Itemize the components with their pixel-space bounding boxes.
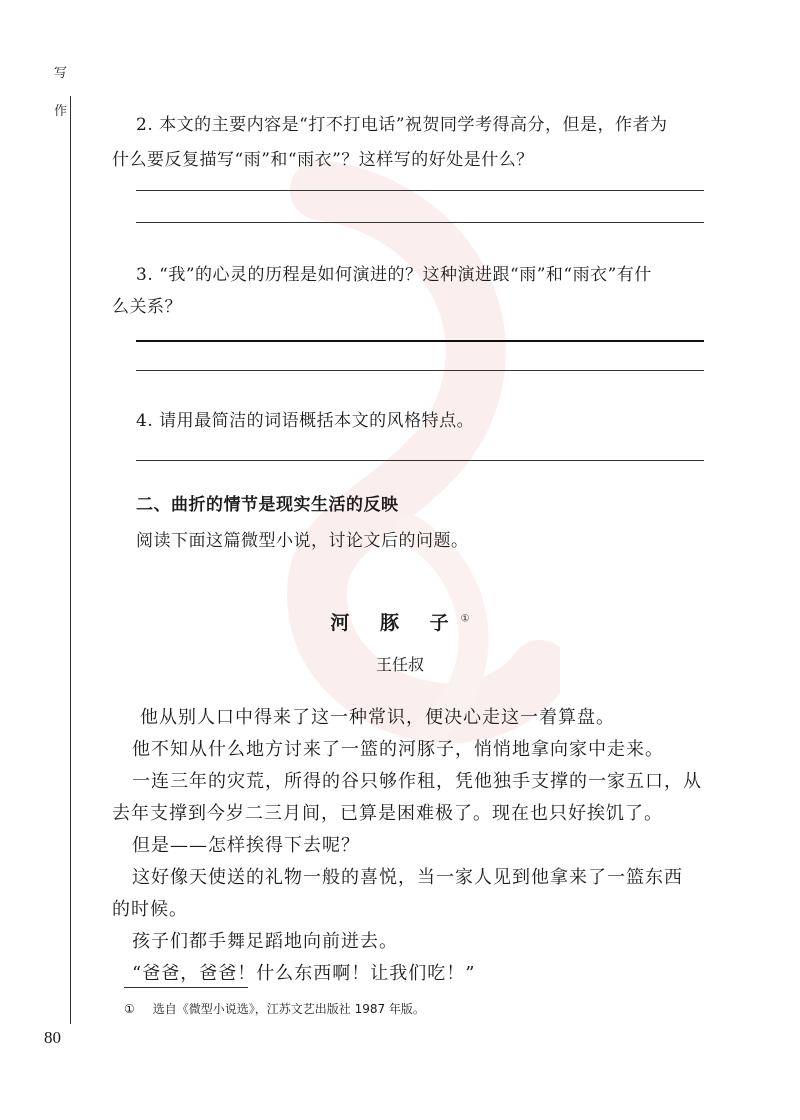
page-number: 80 [44,1028,61,1047]
answer-line[interactable] [136,370,704,371]
story-paragraph: 一连三年的灾荒，所得的谷只够作租，凭他独手支撑的一家五口，从 [132,771,702,792]
question-2-line-1: 2. 本文的主要内容是“打不打电话”祝贺同学考得高分，但是，作者为 [136,115,668,135]
answer-line[interactable] [136,460,704,461]
story-paragraph: 的时候。 [112,899,188,920]
footnote-text: 选自《微型小说选》，江苏文艺出版社 1987 年版。 [152,1002,425,1016]
footnote-reference[interactable]: ① [460,613,470,625]
story-paragraph: 他从别人口中得来了这一种常识，便决心走这一着算盘。 [140,707,615,728]
answer-line[interactable] [136,222,704,223]
sidebar-rule [70,96,71,1024]
question-3-line-2: 么关系？ [112,297,182,317]
footnote-mark: ① [124,1002,135,1016]
story-paragraph: 去年支撑到今岁二三月间，已算是困难极了。现在也只好挨饥了。 [112,803,663,824]
story-title [0,608,800,635]
sidebar-label-xie: 写 [54,66,68,81]
section-instruction: 阅读下面这篇微型小说，讨论文后的问题。 [136,531,469,551]
story-author: 王任叔 [375,655,424,674]
story-paragraph: 但是——怎样挨得下去呢？ [132,835,360,856]
story-title-text: 河 豚 子 [330,612,461,634]
footnote [124,1000,425,1017]
sidebar-label-zuo: 作 [54,104,68,119]
question-3-line-1: 3. “我”的心灵的历程是如何演进的？这种演进跟“雨”和“雨衣”有什 [136,265,652,285]
story-paragraph: “爸爸，爸爸！什么东西啊！让我们吃！” [132,963,476,984]
section-heading: 二、曲折的情节是现实生活的反映 [136,495,399,515]
question-2-line-2: 什么要反复描写“雨”和“雨衣”？这样写的好处是什么？ [112,150,534,170]
story-paragraph: 他不知从什么地方讨来了一篮的河豚子，悄悄地拿向家中走来。 [132,739,664,760]
question-4-line-1: 4. 请用最简洁的词语概括本文的风格特点。 [136,411,475,431]
story-paragraph: 这好像天使送的礼物一般的喜悦，当一家人见到他拿来了一篮东西 [132,867,683,888]
story-paragraph: 孩子们都手舞足蹈地向前迸去。 [132,931,398,952]
answer-line[interactable] [136,190,704,191]
footnote-rule [124,987,248,988]
answer-line[interactable] [136,340,704,342]
